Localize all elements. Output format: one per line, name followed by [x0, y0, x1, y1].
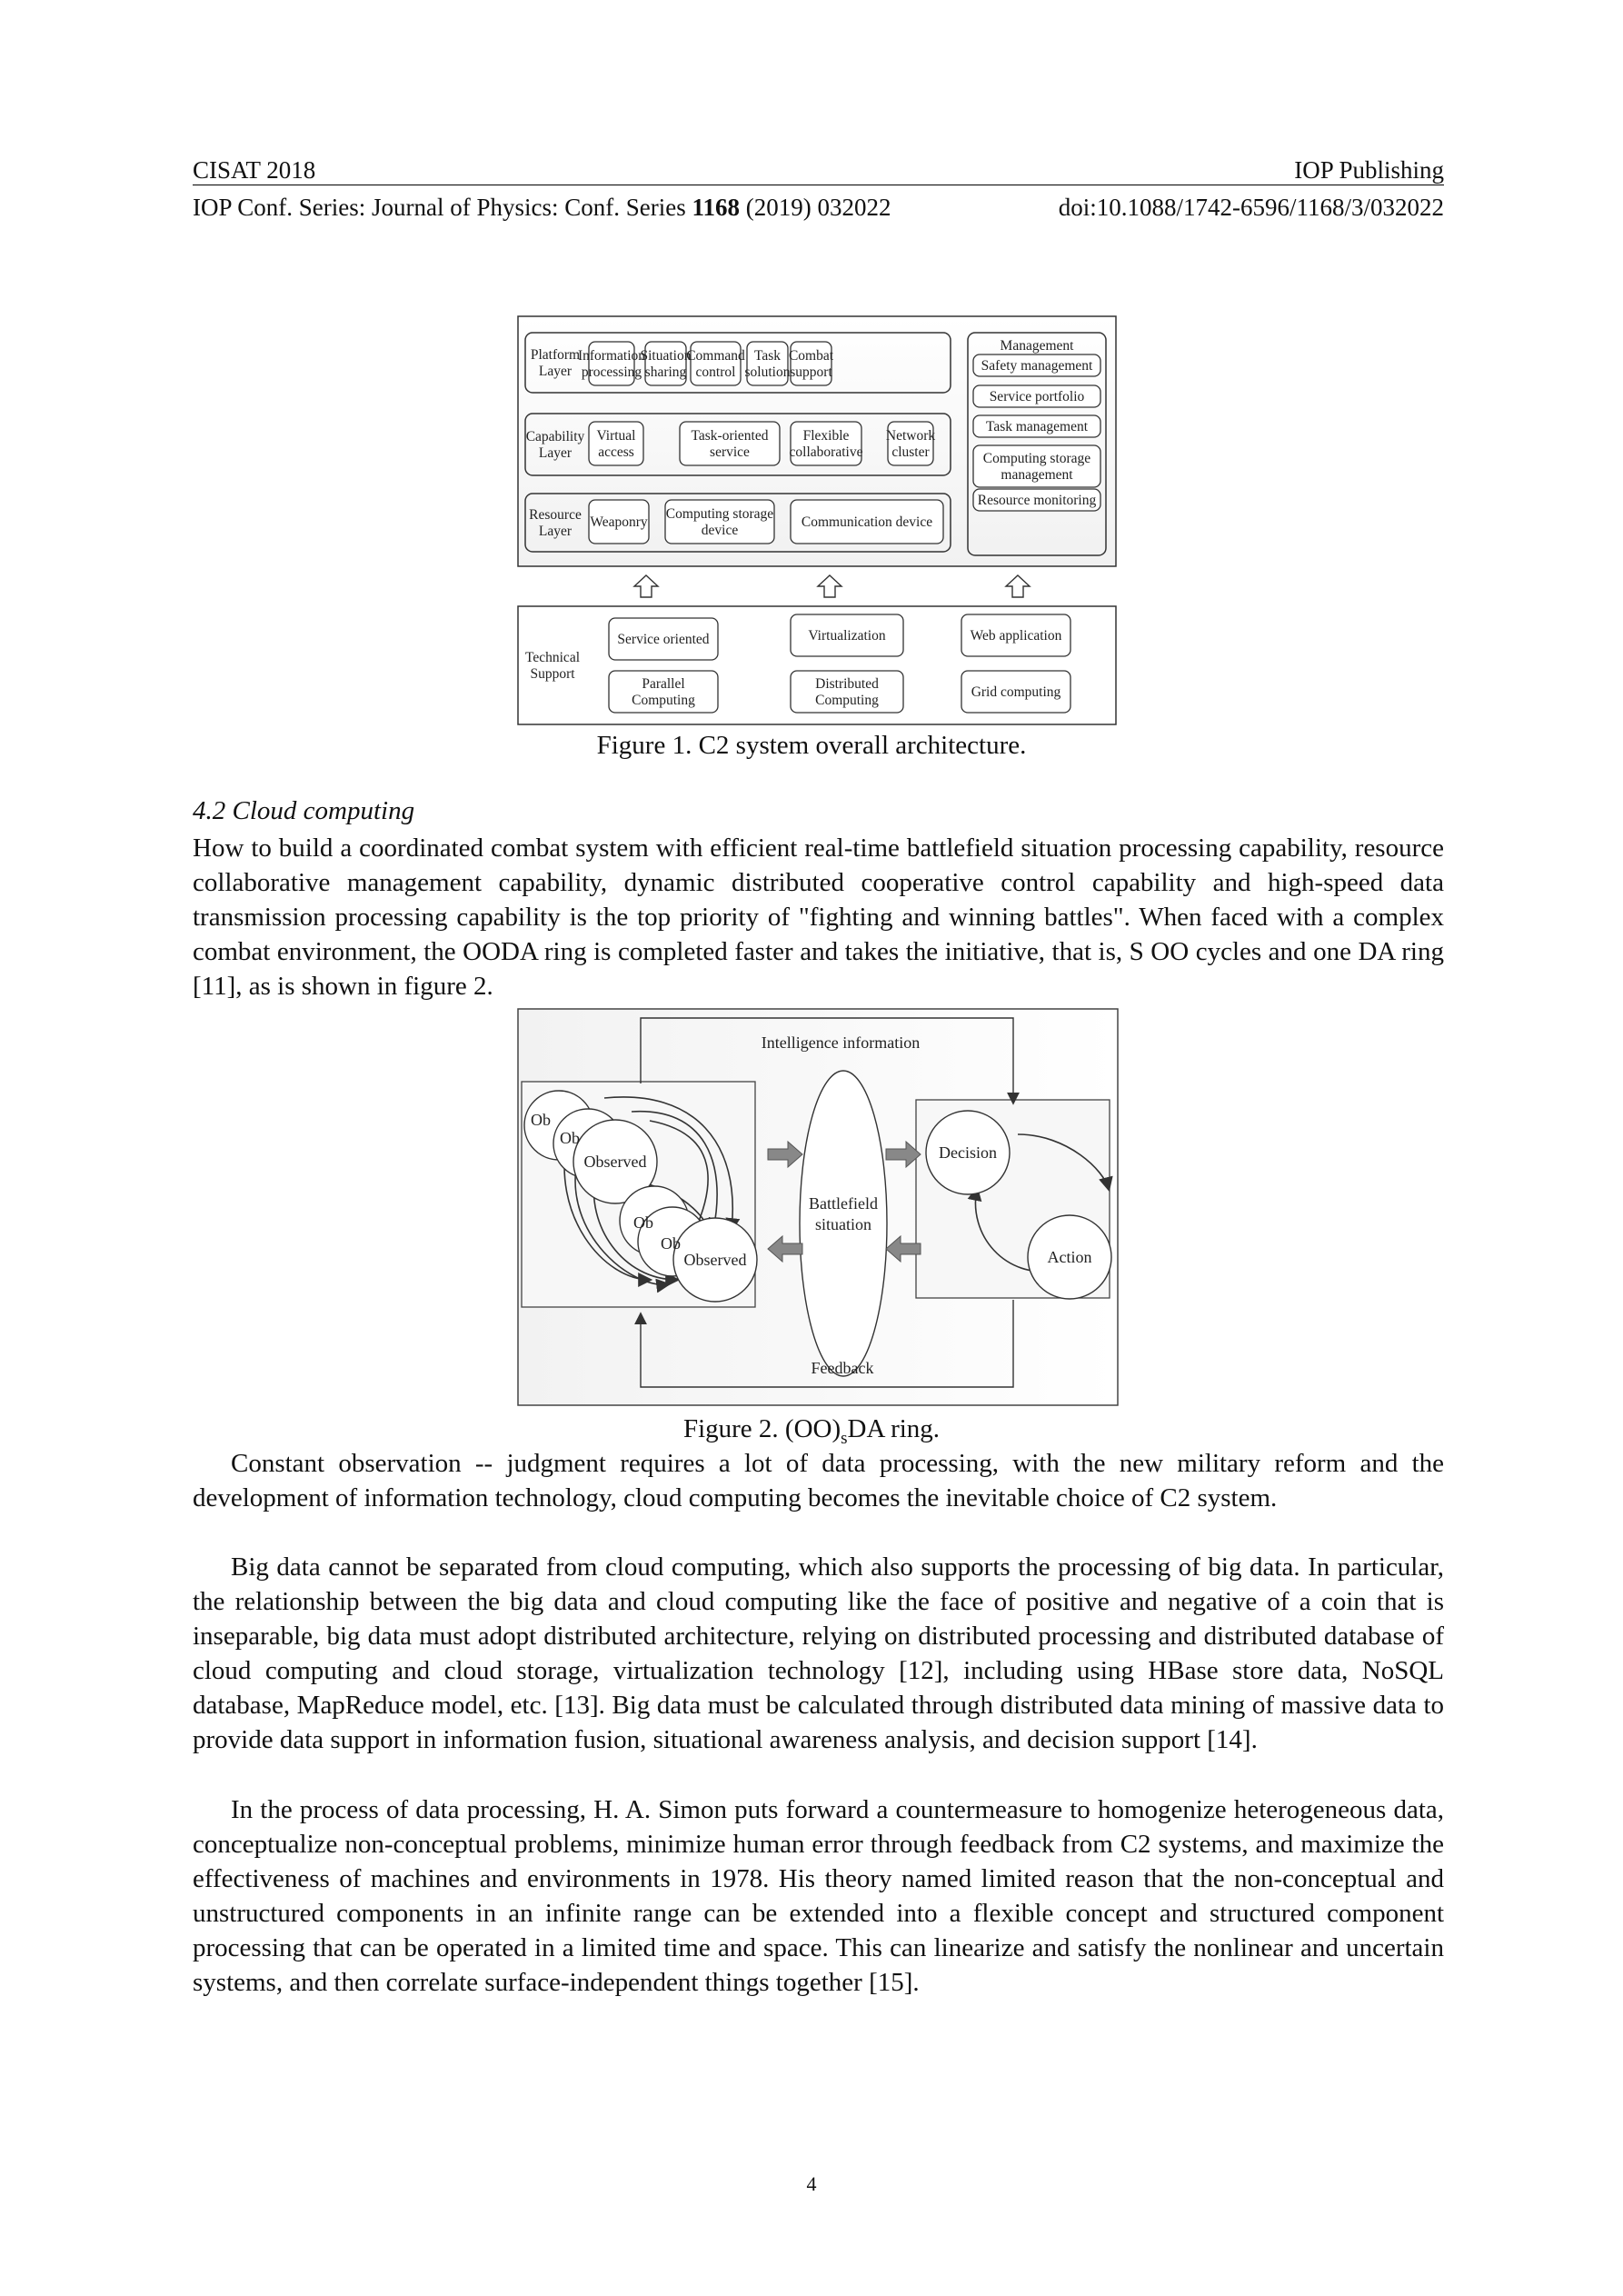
conference-name: CISAT 2018 [193, 156, 316, 184]
caption-main: Figure 2. (OO) [682, 1414, 841, 1443]
resource-layer-label: Resource [529, 507, 582, 523]
platform-item: Information [577, 348, 646, 364]
technical-item: Grid computing [971, 684, 1061, 700]
series-suffix: (2019) 032022 [739, 194, 891, 221]
capability-item: Virtual [596, 428, 636, 444]
platform-item: control [695, 364, 736, 380]
series-prefix: IOP Conf. Series: Journal of Physics: Conf. Series [193, 194, 692, 221]
doi: doi:10.1088/1742-6596/1168/3/032022 [1058, 194, 1444, 221]
battlefield-label-1: Battlefield [809, 1194, 878, 1213]
platform-layer-label: Platform [530, 347, 581, 363]
observed-label: Observed [683, 1251, 747, 1269]
observed-partial-label: Ob [633, 1213, 653, 1232]
caption-end: DA ring. [847, 1414, 941, 1443]
caption-subscript: s [841, 1428, 848, 1448]
capability-item: Flexible [802, 428, 850, 444]
capability-item: Task-oriented [691, 428, 769, 444]
management-item: Task management [985, 419, 1089, 434]
capability-item: cluster [891, 444, 930, 460]
capability-item: Network [885, 428, 936, 444]
running-header [193, 155, 1444, 185]
action-label: Action [1047, 1248, 1092, 1266]
battlefield-label-2: situation [815, 1215, 871, 1233]
management-item: management [1001, 467, 1073, 483]
management-item: Computing storage [982, 451, 1091, 466]
observed-partial-label: Ob [531, 1111, 551, 1129]
paragraph-2: Constant observation -- judgment requires a lot of data processing, with the new military reform and the development of information technology, cloud computing becomes the inevitable choice of C2 system. [193, 1449, 1444, 1512]
platform-item: support [790, 364, 832, 380]
platform-item: sharing [644, 364, 687, 380]
capability-item: access [598, 444, 634, 460]
observed-partial-label: Ob [560, 1129, 580, 1147]
resource-item: Weaponry [590, 514, 648, 530]
platform-item: Combat [788, 348, 834, 364]
volume: 1168 [692, 194, 740, 221]
up-arrow-icon [634, 575, 658, 597]
platform-item: Command [686, 348, 745, 364]
management-title: Management [1000, 338, 1074, 354]
paragraph-3: Big data cannot be separated from cloud computing, which also supports the processing of big data. In particular, the relationship between the big data and cloud computing like the face of positive and negative of a coin that is inseparable, big data must adopt distributed architecture, relying on distributed processing and distributed database of cloud computing and cloud storage, virtualization technology [12], including using HBase store data, NoSQL database, MapReduce model, etc. [13]. Big data must be calculated through distributed data mining of massive data to provide data support in information fusion, situational awareness analysis, and decision support [14]. [193, 1552, 1444, 1754]
resource-item: Computing storage [665, 506, 774, 522]
capability-layer-label: Capability [525, 429, 585, 444]
section-heading: 4.2 Cloud computing [193, 796, 415, 825]
up-arrow-icon [1006, 575, 1030, 597]
figure-1-caption: Figure 1. C2 system overall architecture. [596, 731, 1027, 760]
resource-item: device [701, 523, 739, 538]
page-number: 4 [806, 2172, 817, 2195]
paragraph-1: How to build a coordinated combat system with efficient real-time battlefield situation processing capability, resource collaborative management capability, dynamic distributed cooperative control capability and high-speed data transmission processing capability is the top priority of "fighting and winning battles". When faced with a complex combat environment, the OODA ring is completed faster and takes the initiative, that is, S OO cycles and one DA ring [11], as is shown in figure 2. [193, 834, 1444, 1001]
management-item: Resource monitoring [977, 493, 1097, 508]
technical-support-label: Support [530, 666, 575, 682]
figure-1-architecture [509, 309, 1127, 732]
decision-label: Decision [939, 1143, 997, 1162]
up-arrow-icon [818, 575, 841, 597]
technical-item: Distributed [815, 676, 879, 692]
resource-item: Communication device [801, 514, 933, 530]
platform-item: solution [744, 364, 791, 380]
intelligence-label: Intelligence information [761, 1033, 921, 1052]
observed-partial-label: Ob [661, 1234, 681, 1253]
management-item: Safety management [981, 358, 1093, 374]
capability-item: service [710, 444, 750, 460]
technical-item: Web application [970, 628, 1062, 644]
technical-item: Virtualization [808, 628, 886, 644]
capability-layer-label: Layer [538, 445, 573, 461]
technical-item: Service oriented [617, 632, 710, 647]
observed-label: Observed [583, 1153, 647, 1171]
figure-2-ooda-ring [513, 1007, 1122, 1407]
technical-item: Computing [815, 693, 879, 708]
technical-item: Parallel [642, 676, 685, 692]
series-line [193, 192, 1444, 223]
platform-item: Situation [640, 348, 692, 364]
management-item: Service portfolio [989, 389, 1085, 404]
capability-item: collaborative [789, 444, 863, 460]
feedback-label: Feedback [811, 1359, 874, 1377]
platform-layer-label: Layer [538, 364, 573, 379]
technical-support-label: Technical [524, 650, 581, 665]
paragraph-4: In the process of data processing, H. A. Simon puts forward a countermeasure to homogenize heterogeneous data, conceptualize non-conceptual problems, minimize human error through feedback from C2 systems, and maximize the effectiveness of machines and environments in 1978. His theory named limited reason that the non-conceptual and unstructured components in an infinite range can be extended into a flexible concept and structured component processing that can be operated in a limited time and space. This can linearize and satisfy the nonlinear and uncertain systems, and then correlate surface-independent things together [15]. [193, 1795, 1444, 1997]
resource-layer-label: Layer [538, 524, 573, 539]
technical-item: Computing [632, 693, 695, 708]
platform-item: processing [581, 364, 642, 380]
publisher: IOP Publishing [1294, 156, 1444, 184]
platform-item: Task [753, 348, 782, 364]
